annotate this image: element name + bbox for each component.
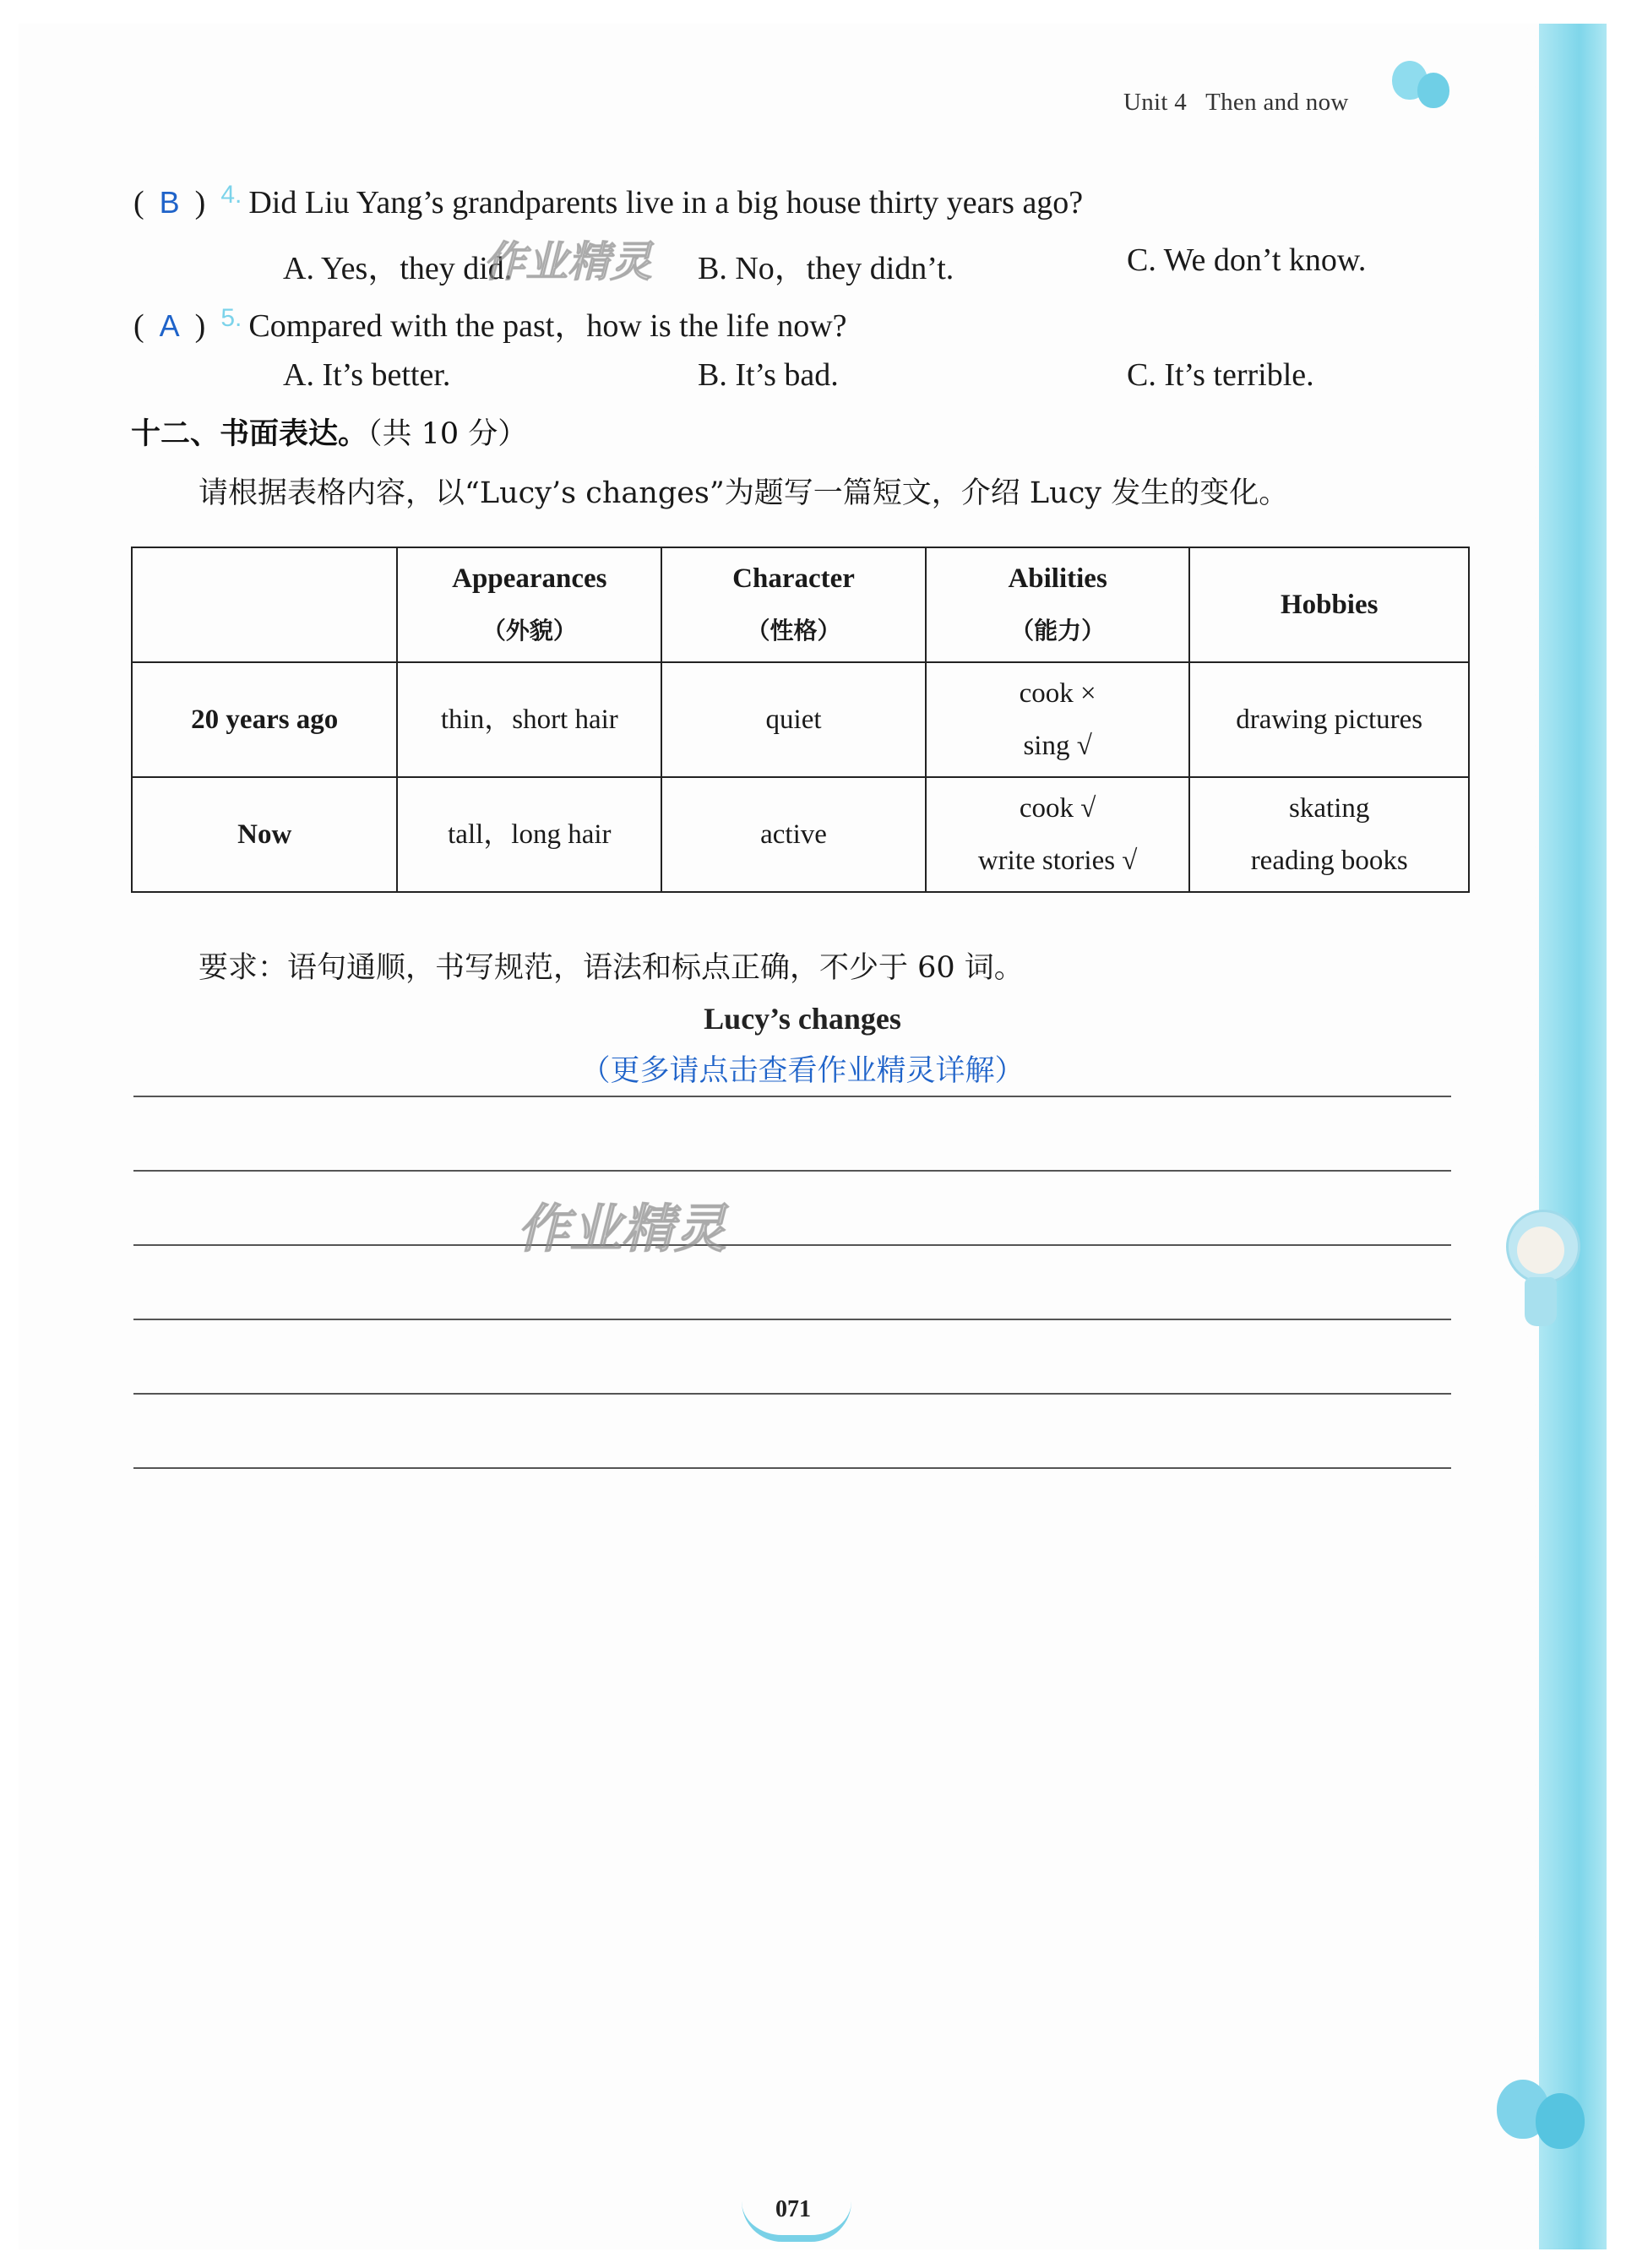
question-number: 4. [220,181,242,209]
table-row [132,777,1469,892]
section-title: 十二、书面表达。 [131,417,368,451]
answer-mark: B [159,185,180,220]
section-points: （共 10 分） [367,417,528,451]
header-cell-abilities [926,547,1190,662]
header-en: Character [732,563,855,594]
writing-line[interactable] [133,1244,1451,1246]
question-4: ( B ) $^{4.}$ Did Liu Yang’s grandparents live in a big house thirty years ago? [133,181,1084,220]
unit-label: Unit 4 [1123,89,1188,116]
scalloped-edge [1527,24,1547,2249]
table-row [132,662,1469,777]
header-en: Hobbies [1280,590,1379,620]
hobby-item: reading books [1250,846,1408,876]
question-text: Did Liu Yang’s grandparents live in a big house thirty years ago? [248,185,1084,220]
changes-table [131,547,1470,893]
question-5: ( A ) $^{5.}$ Compared with the past，how is the life now? [133,304,847,344]
decorative-side-band [1539,24,1607,2249]
cell-character: active [661,777,926,892]
option-a: A. It’s better. [283,357,451,393]
table-header-row [132,547,1469,662]
header-cell-hobbies [1189,547,1469,662]
girl-face [1517,1226,1564,1274]
essay-title: Lucy’s changes [704,1002,901,1036]
balloon-icon [1536,2093,1585,2149]
writing-line[interactable] [133,1170,1451,1172]
unit-title: Then and now [1205,89,1349,116]
writing-line[interactable] [133,1467,1451,1469]
ability-item: sing √ [1023,731,1092,761]
watermark: 作业精灵 [517,1198,727,1259]
page-number: 071 [775,2196,811,2222]
more-details-link[interactable]: （更多请点击查看作业精灵详解） [580,1054,1025,1088]
header-en: Appearances [452,563,607,594]
ability-item: cook √ [1019,793,1096,824]
ability-item: cook × [1019,678,1096,709]
cell-hobbies [1189,662,1469,777]
header-cn: （能力） [1010,617,1106,645]
option-c: C. We don’t know. [1127,242,1367,278]
header-cn: （性格） [746,617,841,645]
header-en: Abilities [1008,563,1107,594]
option-b: B. It’s bad. [698,357,839,393]
cell-abilities [926,777,1190,892]
header-cn: （外貌） [481,617,577,645]
writing-line[interactable] [133,1393,1451,1395]
header-cell-empty [132,547,397,662]
girl-body [1525,1277,1557,1326]
hobby-item: skating [1289,793,1370,824]
cell-appearance: thin，short hair [397,662,661,777]
answer-mark: A [159,308,180,343]
hobby-item: drawing pictures [1236,704,1423,735]
ability-item: write stories √ [977,846,1138,876]
cell-abilities [926,662,1190,777]
section-heading [131,411,527,453]
row-label: 20 years ago [132,662,397,777]
cell-character: quiet [661,662,926,777]
writing-instruction: 请根据表格内容，以“Lucy’s changes”为题写一篇短文，介绍 Lucy 发生的变化。 [198,476,1289,510]
option-a: A. Yes，they did. [283,251,513,286]
writing-line[interactable] [133,1319,1451,1320]
row-label: Now [132,777,397,892]
option-c: C. It’s terrible. [1127,357,1314,393]
watermark: 作业精灵 [483,237,652,286]
writing-line[interactable] [133,1096,1451,1097]
option-b: B. No，they didn’t. [698,251,954,286]
cell-appearance: tall，long hair [397,777,661,892]
requirement-text: 要求：语句通顺，书写规范，语法和标点正确，不少于 60 词。 [198,951,1024,985]
header-cell-character [661,547,926,662]
cell-hobbies [1189,777,1469,892]
question-number: 5. [220,304,242,332]
question-text: Compared with the past，how is the life now? [248,308,847,344]
running-header [1123,89,1368,117]
balloon-icon [1417,73,1449,108]
header-cell-appearances [397,547,661,662]
